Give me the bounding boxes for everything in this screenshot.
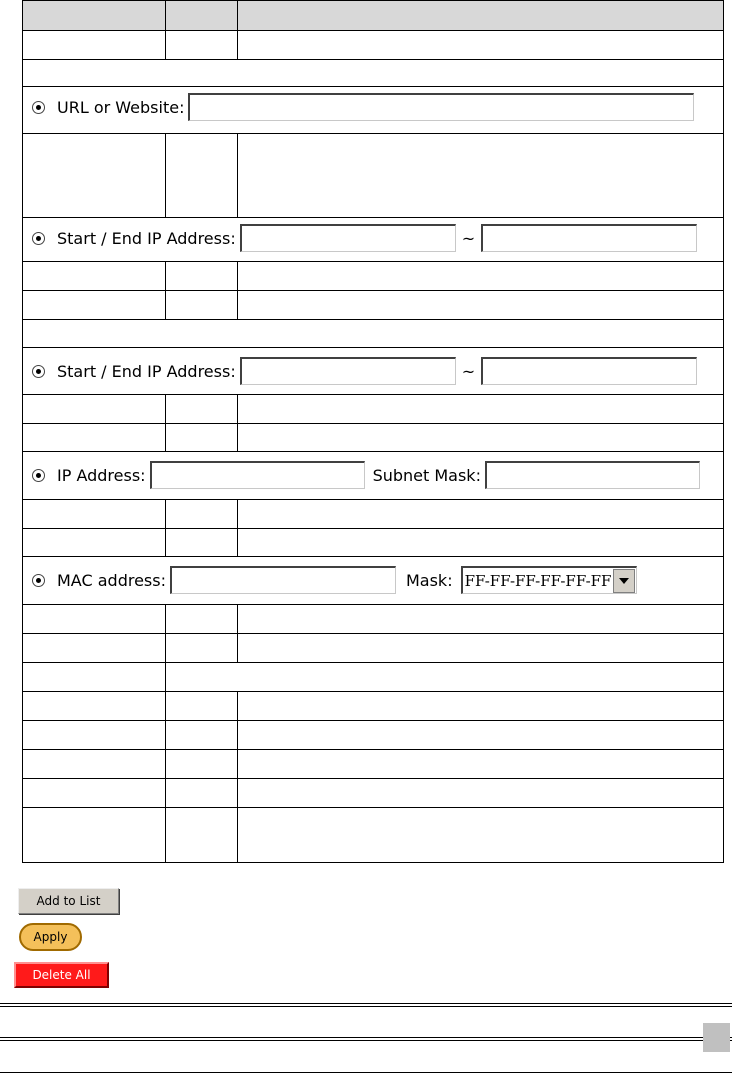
end-ip-input-1[interactable] <box>481 224 697 252</box>
table-border-left <box>22 0 23 863</box>
table-rule <box>22 217 724 218</box>
mac-address-input[interactable] <box>170 566 396 594</box>
column-divider <box>237 394 238 451</box>
table-rule <box>22 319 724 320</box>
column-divider <box>237 604 238 662</box>
column-divider <box>165 133 166 217</box>
url-input[interactable] <box>188 93 694 121</box>
table-rule <box>22 261 724 262</box>
table-rule <box>22 86 724 87</box>
column-divider <box>237 133 238 217</box>
table-rule <box>22 499 724 500</box>
page-corner-marker <box>703 1023 730 1052</box>
table-header-row <box>22 0 723 30</box>
footer-rule <box>0 1072 732 1073</box>
column-divider <box>237 499 238 556</box>
chevron-down-icon[interactable] <box>613 569 635 593</box>
ip-range-1-separator: ~ <box>461 228 476 248</box>
table-rule <box>22 347 724 348</box>
table-rule <box>22 528 724 529</box>
table-rule <box>22 862 724 863</box>
table-rule <box>22 30 724 31</box>
column-divider <box>237 0 238 59</box>
url-label: URL or Website: <box>57 97 185 117</box>
footer-rule <box>0 1037 732 1038</box>
table-rule <box>22 720 724 721</box>
add-to-list-button[interactable]: Add to List <box>18 888 119 914</box>
mac-mask-label: Mask: <box>405 570 453 590</box>
table-rule <box>22 423 724 424</box>
column-divider <box>165 604 166 862</box>
column-divider <box>165 261 166 319</box>
url-row <box>32 89 694 125</box>
delete-all-button[interactable]: Delete All <box>14 962 109 988</box>
ip-range-2-radio[interactable] <box>32 365 45 378</box>
column-divider <box>165 499 166 556</box>
table-rule <box>22 662 724 663</box>
footer-rule <box>0 1003 732 1004</box>
end-ip-input-2[interactable] <box>481 357 697 385</box>
table-rule <box>22 604 724 605</box>
column-divider <box>237 261 238 319</box>
ip-range-2-separator: ~ <box>461 361 476 381</box>
table-rule <box>22 749 724 750</box>
table-rule <box>22 394 724 395</box>
ip-range-2-label: Start / End IP Address: <box>57 361 236 381</box>
ip-range-1-label: Start / End IP Address: <box>57 228 236 248</box>
table-rule <box>22 133 724 134</box>
table-rule <box>22 556 724 557</box>
table-rule <box>22 59 724 60</box>
mac-mask-selected-value: FF-FF-FF-FF-FF-FF <box>464 571 612 590</box>
footer-rule <box>0 1040 732 1041</box>
apply-button[interactable]: Apply <box>19 923 82 951</box>
mac-address-label: MAC address: <box>57 570 166 590</box>
mac-mask-select[interactable] <box>461 566 638 594</box>
table-rule <box>22 691 724 692</box>
subnet-mask-label: Subnet Mask: <box>372 465 481 485</box>
table-rule <box>22 0 724 1</box>
ip-subnet-row <box>32 457 700 493</box>
start-ip-input-1[interactable] <box>240 224 456 252</box>
table-rule <box>22 778 724 779</box>
url-radio[interactable] <box>32 101 45 114</box>
mac-row <box>32 562 637 598</box>
column-divider <box>165 394 166 451</box>
start-ip-input-2[interactable] <box>240 357 456 385</box>
column-divider <box>237 691 238 862</box>
table-rule <box>22 451 724 452</box>
ip-subnet-radio[interactable] <box>32 469 45 482</box>
column-divider <box>165 0 166 59</box>
table-rule <box>22 633 724 634</box>
table-rule <box>22 290 724 291</box>
ip-address-input[interactable] <box>150 461 365 489</box>
ip-range-row-1 <box>32 220 697 256</box>
table-rule <box>22 807 724 808</box>
mac-radio[interactable] <box>32 574 45 587</box>
ip-address-label: IP Address: <box>57 465 146 485</box>
table-border-right <box>723 0 724 863</box>
subnet-mask-input[interactable] <box>485 461 700 489</box>
ip-range-1-radio[interactable] <box>32 232 45 245</box>
ip-range-row-2 <box>32 353 697 389</box>
footer-rule <box>0 1006 732 1007</box>
